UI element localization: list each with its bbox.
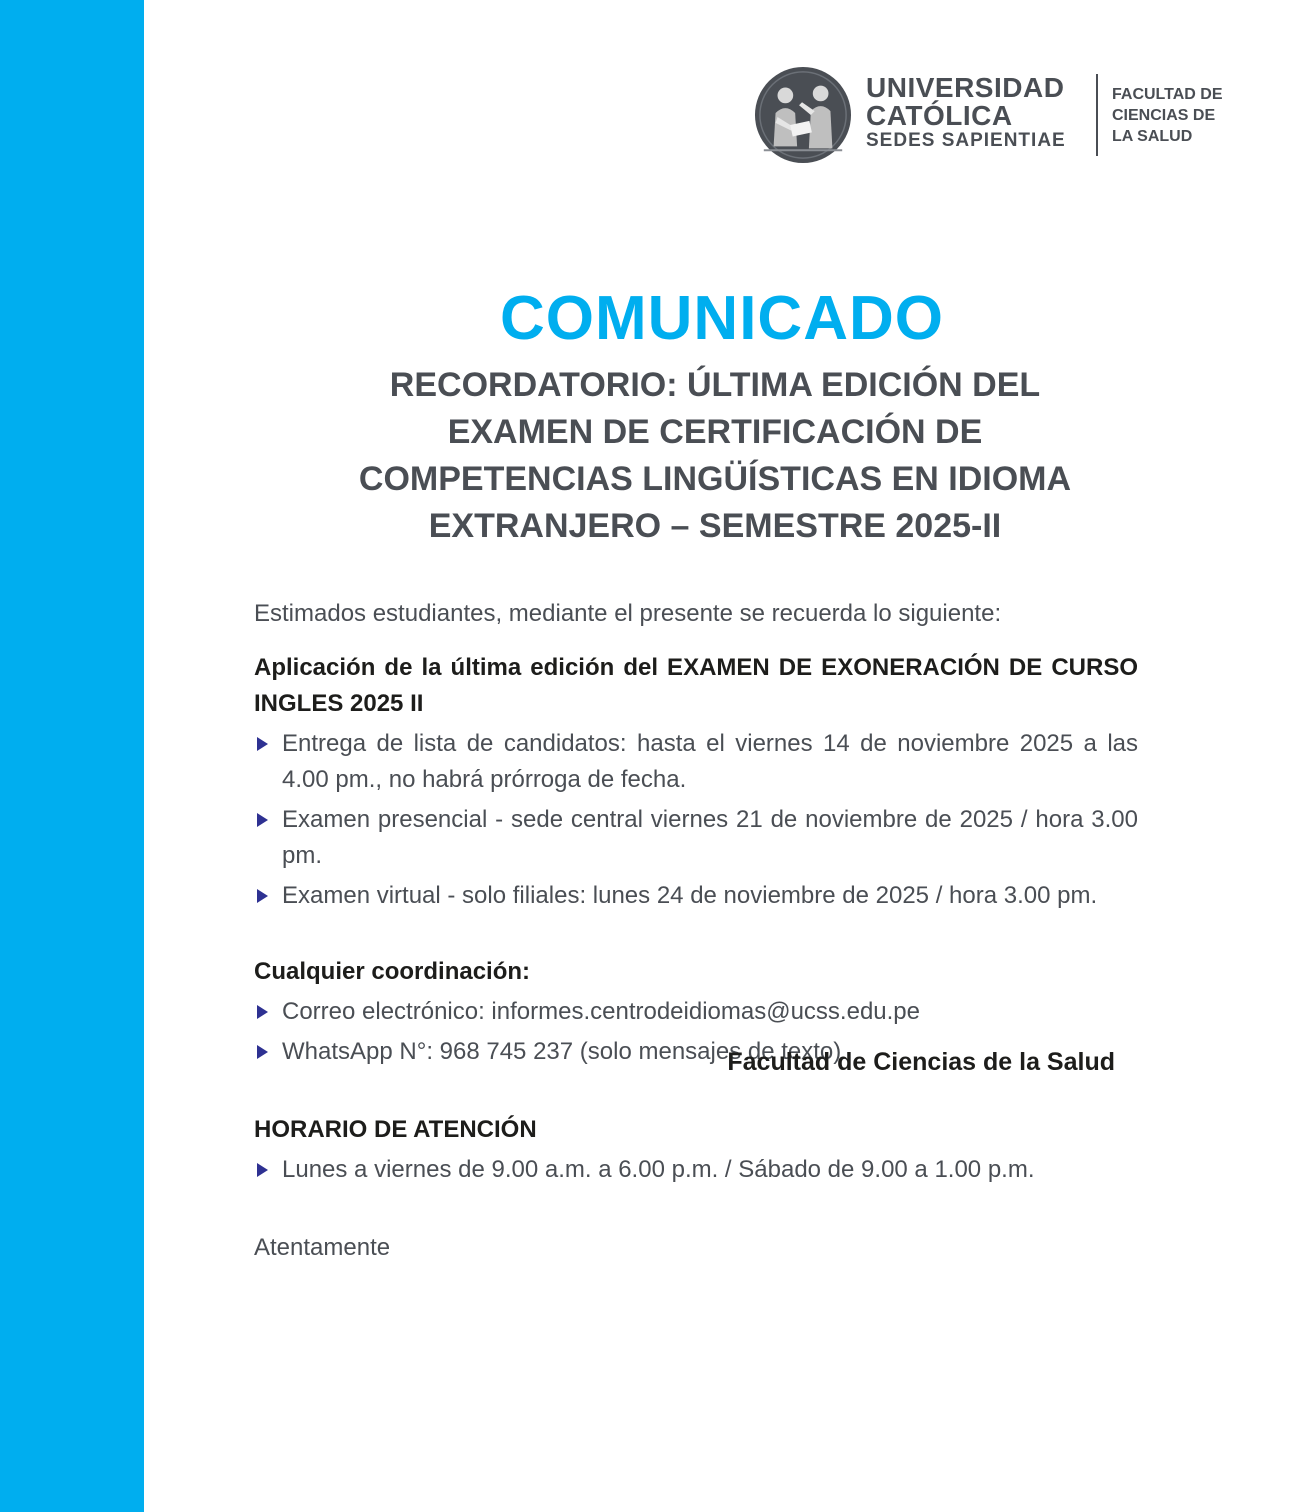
- side-accent-bar: [0, 0, 144, 1512]
- list-item-text: Examen virtual - solo filiales: lunes 24 de noviembre de 2025 / hora 3.00 pm.: [282, 882, 1098, 909]
- faculty-line: FACULTAD DE: [1112, 86, 1223, 103]
- faculty-line: LA SALUD: [1112, 128, 1193, 145]
- bullet-arrow-icon: [257, 813, 268, 827]
- bullet-arrow-icon: [257, 889, 268, 903]
- intro-text: Estimados estudiantes, mediante el presente se recuerda lo siguiente:: [254, 600, 1002, 627]
- bullet-arrow-icon: [257, 1163, 268, 1177]
- exam-section-heading: Aplicación de la última edición del EXAMEN DE EXONERACIÓN DE CURSO INGLES 2025 II: [254, 654, 1138, 717]
- schedule-list: [254, 1152, 1138, 1188]
- university-logo: [754, 66, 1254, 166]
- logo-divider: [1096, 74, 1098, 156]
- university-motto: SEDES SAPIENTIAE: [866, 130, 1066, 151]
- subtitle-line: RECORDATORIO: ÚLTIMA EDICIÓN DEL: [389, 366, 1041, 404]
- signature: Facultad de Ciencias de la Salud: [727, 1048, 1115, 1076]
- list-item-text: Lunes a viernes de 9.00 a.m. a 6.00 p.m. / Sábado de 9.00 a 1.00 p.m.: [282, 1156, 1035, 1183]
- list-item-text: Entrega de lista de candidatos: hasta el viernes 14 de noviembre 2025 a las 4.00 pm., no habrá prórroga de fecha.: [282, 730, 1138, 793]
- subtitle-line: COMPETENCIAS LINGÜÍSTICAS EN IDIOMA: [358, 460, 1072, 498]
- university-name-line1: UNIVERSIDAD: [866, 72, 1065, 103]
- faculty-name: [1112, 84, 1223, 147]
- list-item: [254, 994, 1138, 1030]
- schedule-section-heading: HORARIO DE ATENCIÓN: [254, 1116, 537, 1143]
- bullet-arrow-icon: [257, 1005, 268, 1019]
- email-contact: Correo electrónico: informes.centrodeidiomas@ucss.edu.pe: [282, 998, 921, 1025]
- subtitle-line: EXAMEN DE CERTIFICACIÓN DE: [447, 413, 983, 451]
- list-item: [254, 726, 1138, 798]
- faculty-line: CIENCIAS DE: [1112, 107, 1216, 124]
- bullet-arrow-icon: [257, 737, 268, 751]
- notice-body: [254, 596, 1138, 1266]
- list-item-text: Examen presencial - sede central viernes 21 de noviembre de 2025 / hora 3.00 pm.: [282, 806, 1138, 869]
- university-name: [866, 74, 1066, 152]
- list-item: [254, 878, 1138, 914]
- closing-text: Atentamente: [254, 1234, 391, 1261]
- list-item: [254, 802, 1138, 874]
- subtitle-line: EXTRANJERO – SEMESTRE 2025-II: [428, 507, 1002, 545]
- university-name-line2: CATÓLICA: [866, 100, 1013, 131]
- list-item: [254, 1152, 1138, 1188]
- bullet-arrow-icon: [257, 1045, 268, 1059]
- page-subtitle: [260, 362, 1170, 550]
- page-title: COMUNICADO: [500, 284, 944, 353]
- exam-details-list: [254, 726, 1138, 914]
- university-seal-icon: [754, 66, 852, 164]
- whatsapp-contact: WhatsApp N°: 968 745 237 (solo mensajes de texto): [282, 1038, 842, 1065]
- contact-section-heading: Cualquier coordinación:: [254, 958, 531, 985]
